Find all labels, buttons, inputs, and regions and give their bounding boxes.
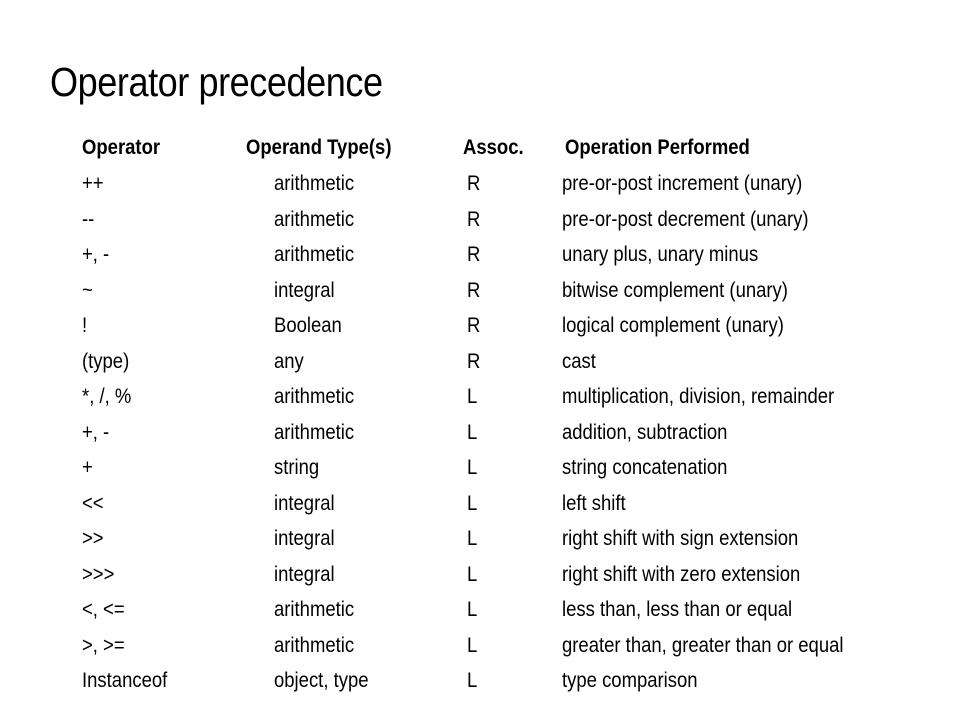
cell-operator: ~ bbox=[82, 279, 93, 302]
cell-assoc: L bbox=[467, 492, 478, 515]
header-assoc: Assoc. bbox=[463, 136, 524, 159]
cell-assoc: L bbox=[467, 598, 478, 621]
cell-operation: logical complement (unary) bbox=[562, 314, 784, 337]
cell-operation: right shift with sign extension bbox=[562, 527, 799, 550]
cell-operand-type: string bbox=[274, 456, 320, 479]
header-operator: Operator bbox=[82, 136, 161, 159]
cell-operator: >, >= bbox=[82, 634, 125, 657]
cell-operand-type: arithmetic bbox=[274, 634, 355, 657]
cell-operation: addition, subtraction bbox=[562, 421, 728, 444]
cell-operand-type: object, type bbox=[274, 669, 369, 692]
cell-operator: ! bbox=[82, 314, 88, 337]
cell-operand-type: integral bbox=[274, 492, 335, 515]
cell-operand-type: integral bbox=[274, 563, 335, 586]
cell-assoc: L bbox=[467, 456, 478, 479]
cell-operand-type: arithmetic bbox=[274, 385, 355, 408]
cell-operand-type: integral bbox=[274, 527, 335, 550]
cell-operator: +, - bbox=[82, 243, 110, 266]
cell-operator: << bbox=[82, 492, 104, 515]
cell-assoc: L bbox=[467, 634, 478, 657]
cell-assoc: R bbox=[467, 243, 481, 266]
cell-assoc: L bbox=[467, 385, 478, 408]
cell-operation: unary plus, unary minus bbox=[562, 243, 759, 266]
cell-operation: string concatenation bbox=[562, 456, 728, 479]
cell-assoc: R bbox=[467, 314, 481, 337]
cell-assoc: R bbox=[467, 208, 481, 231]
cell-operation: pre-or-post decrement (unary) bbox=[562, 208, 809, 231]
cell-assoc: R bbox=[467, 279, 481, 302]
cell-operand-type: any bbox=[274, 350, 304, 373]
cell-operand-type: Boolean bbox=[274, 314, 342, 337]
cell-operator: <, <= bbox=[82, 598, 125, 621]
cell-assoc: L bbox=[467, 669, 478, 692]
cell-operation: bitwise complement (unary) bbox=[562, 279, 788, 302]
cell-operator: (type) bbox=[82, 350, 130, 373]
cell-assoc: L bbox=[467, 421, 478, 444]
cell-operand-type: arithmetic bbox=[274, 598, 355, 621]
cell-operand-type: arithmetic bbox=[274, 208, 355, 231]
cell-assoc: R bbox=[467, 172, 481, 195]
cell-operation: less than, less than or equal bbox=[562, 598, 793, 621]
header-operation-performed: Operation Performed bbox=[565, 136, 750, 159]
header-operand-types: Operand Type(s) bbox=[246, 136, 392, 159]
cell-operand-type: integral bbox=[274, 279, 335, 302]
cell-operator: Instanceof bbox=[82, 669, 168, 692]
cell-operand-type: arithmetic bbox=[274, 421, 355, 444]
cell-operator: *, /, % bbox=[82, 385, 132, 408]
cell-operation: pre-or-post increment (unary) bbox=[562, 172, 803, 195]
cell-operator: -- bbox=[82, 208, 95, 231]
cell-operation: type comparison bbox=[562, 669, 698, 692]
cell-operator: + bbox=[82, 456, 93, 479]
cell-operation: left shift bbox=[562, 492, 626, 515]
cell-operator: ++ bbox=[82, 172, 104, 195]
cell-assoc: L bbox=[467, 527, 478, 550]
cell-operation: right shift with zero extension bbox=[562, 563, 801, 586]
cell-operator: +, - bbox=[82, 421, 110, 444]
cell-assoc: R bbox=[467, 350, 481, 373]
cell-operator: >> bbox=[82, 527, 104, 550]
cell-operation: cast bbox=[562, 350, 596, 373]
cell-assoc: L bbox=[467, 563, 478, 586]
cell-operator: >>> bbox=[82, 563, 115, 586]
cell-operand-type: arithmetic bbox=[274, 243, 355, 266]
cell-operation: greater than, greater than or equal bbox=[562, 634, 844, 657]
slide-title: Operator precedence bbox=[50, 59, 383, 105]
cell-operand-type: arithmetic bbox=[274, 172, 355, 195]
cell-operation: multiplication, division, remainder bbox=[562, 385, 835, 408]
